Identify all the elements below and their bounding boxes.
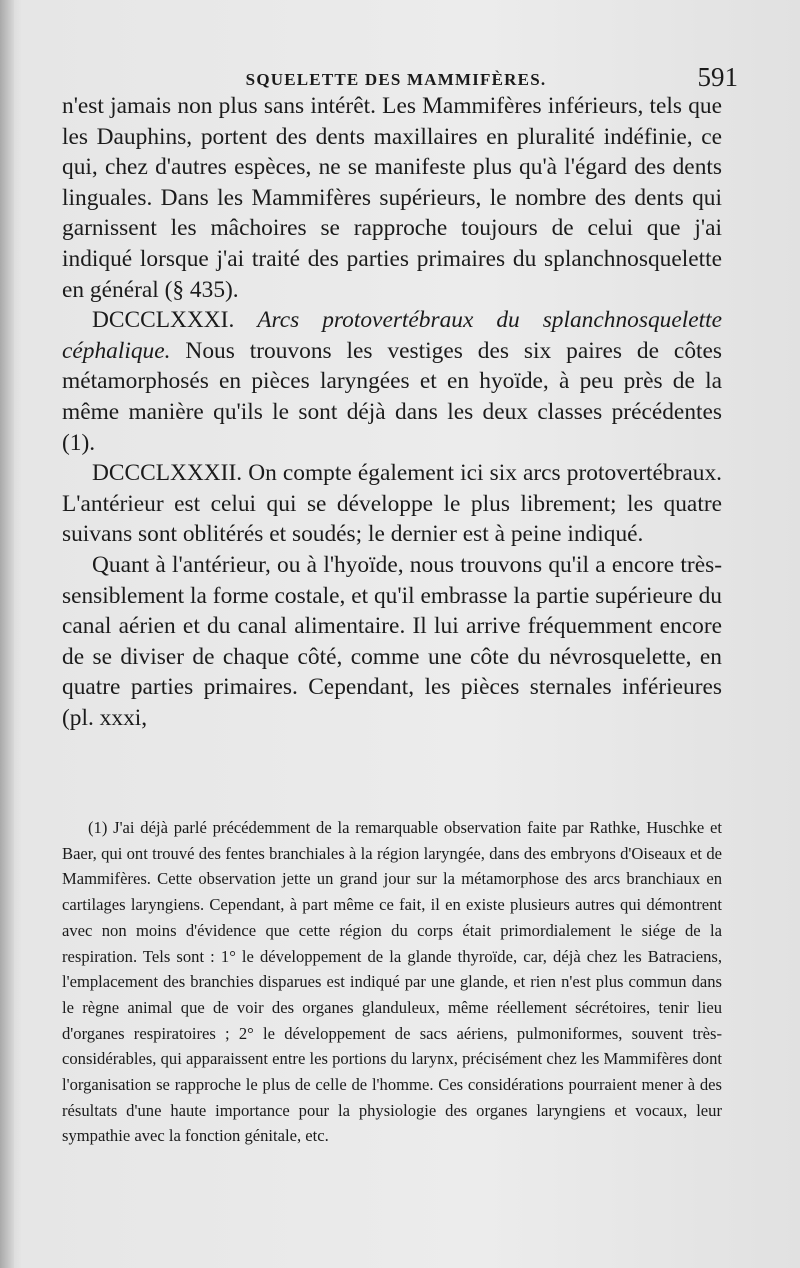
page-number: 591 xyxy=(697,62,738,92)
running-title: SQUELETTE DES MAMMIFÈRES. xyxy=(245,70,547,89)
main-text xyxy=(62,91,722,733)
section-text: Nous trouvons les vestiges des six paires de côtes métamorphosés en pièces laryngées et en hyoïde, à peu près de la même manière qu'ils le sont déjà dans les deux classes précédentes (1). xyxy=(62,337,722,456)
page-gutter-shadow xyxy=(0,0,14,1268)
paragraph-hyoid: Quant à l'antérieur, ou à l'hyoïde, nous trouvons qu'il a encore très-sensiblement la forme costale, et qu'il embrasse la partie supérieure du canal aérien et du canal alimentaire. Il lui arrive fréquemment encore de se diviser de chaque côté, comme une côte du névrosquelette, en quatre parties primaires. Cependant, les pièces sternales inférieures (pl. xxxi, xyxy=(62,551,722,731)
page-header xyxy=(60,62,738,92)
paragraph-continuation: n'est jamais non plus sans intérêt. Les Mammifères inférieurs, tels que les Dauphins, portent des dents maxillaires en pluralité indéfinie, ce qui, chez d'autres espèces, ne se manifeste plus qu'à l'égard des dents linguales. Dans les Mammifères supérieurs, le nombre des dents qui garnissent les mâchoires se rapproche toujours de celui que j'ai indiqué lorsque j'ai traité des parties primaires du splanchnosquelette en général (§ 435). xyxy=(62,93,722,303)
section-number: DCCCLXXXI. xyxy=(92,307,235,334)
section-title: Arcs protovertébraux du splanchnosquelette céphalique. xyxy=(62,307,722,364)
paragraph-dccclxxxii: DCCCLXXXII. On compte également ici six arcs protovertébraux. L'antérieur est celui qui se développe le plus librement; les quatre suivans sont oblitérés et soudés; le dernier est à peine indiqué. xyxy=(62,460,722,548)
paragraph-dccclxxxi xyxy=(62,305,722,458)
footnote-1: (1) J'ai déjà parlé précédemment de la remarquable observation faite par Rathke, Huschke et Baer, qui ont trouvé des fentes branchiales à la région laryngée, dans des embryons d'Oiseaux et de Mammifères. Cette observation jette un grand jour sur la métamorphose des arcs branchiaux en cartilages laryngiens. Cependant, à part même ce fait, il en existe plusieurs autres qui démontrent avec non moins d'évidence que cette région du corps était primordialement le siége de la respiration. Tels sont : 1° le développement de la glande thyroïde, car, déjà chez les Batraciens, l'emplacement des branchies disparues est indiqué par une glande, et rien n'est plus commun dans le règne animal que de voir des organes glanduleux, même réellement sécrétoires, tenir lieu d'organes respiratoires ; 2° le développement de sacs aériens, pulmoniformes, souvent très-considérables, qui apparaissent entre les portions du larynx, précisément chez les Mammifères dont l'organisation se rapproche le plus de celle de l'homme. Ces considérations pourraient mener à des résultats d'une haute importance pour la physiologie des organes laryngiens et vocaux, leur sympathie avec la fonction génitale, etc. xyxy=(62,818,722,1146)
footnotes xyxy=(62,815,722,1149)
